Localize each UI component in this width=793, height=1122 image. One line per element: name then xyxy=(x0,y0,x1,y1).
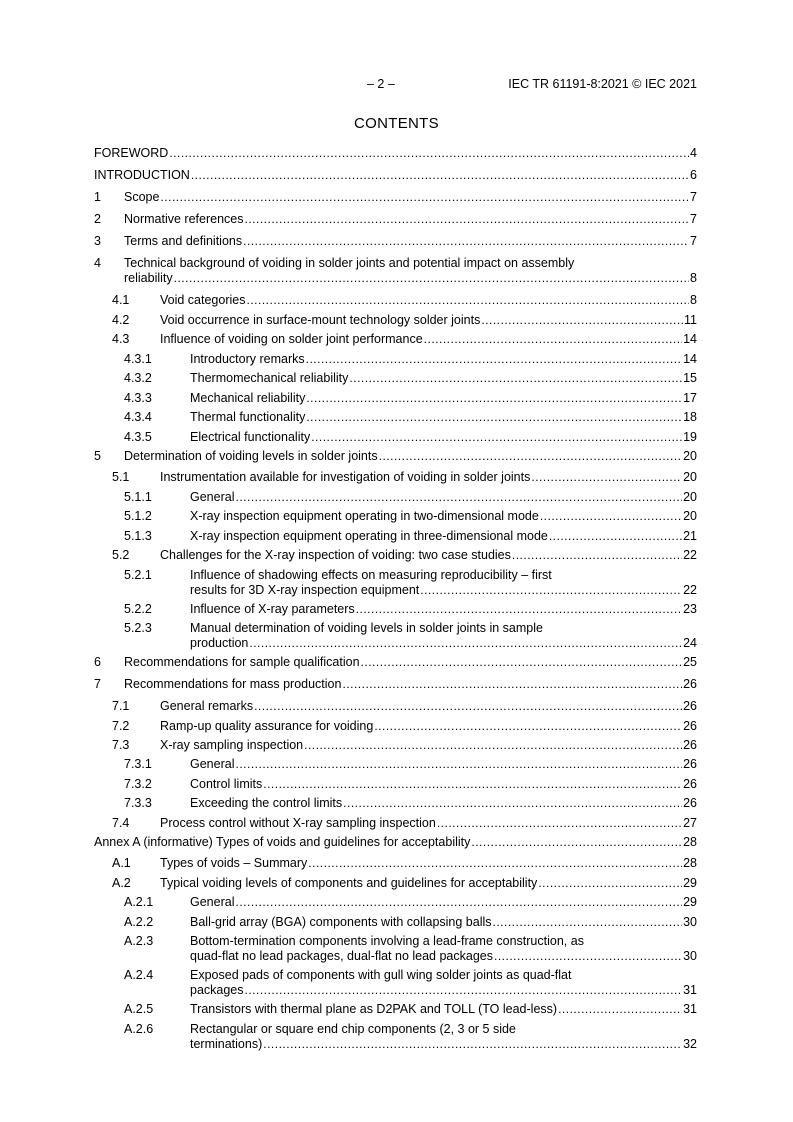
toc-entry[interactable] xyxy=(0,568,793,598)
toc-leader-dots xyxy=(437,816,682,830)
toc-leader-dots xyxy=(481,313,683,327)
toc-leader-dots xyxy=(235,490,682,504)
toc-entry[interactable] xyxy=(0,876,793,891)
toc-entry-number: 4.1 xyxy=(112,293,130,307)
toc-entry-title: Introductory remarks xyxy=(190,352,305,366)
toc-entry[interactable] xyxy=(0,677,793,692)
toc-entry[interactable] xyxy=(0,410,793,425)
toc-entry-number: 4.3 xyxy=(112,332,130,346)
toc-entry[interactable] xyxy=(0,490,793,505)
toc-leader-dots xyxy=(493,915,683,929)
toc-entry-title: Exceeding the control limits xyxy=(190,796,343,810)
toc-entry-number: 4.3.2 xyxy=(124,371,152,385)
page-number: – 2 – xyxy=(367,77,395,91)
toc-entry-number: 7.1 xyxy=(112,699,130,713)
toc-leader-dots xyxy=(471,835,682,849)
toc-entry-number: 5 xyxy=(94,449,101,463)
toc-entry-title: Challenges for the X-ray inspection of voiding: two case studies xyxy=(160,548,511,562)
toc-entry-title: Mechanical reliability xyxy=(190,391,306,405)
toc-entry[interactable] xyxy=(0,332,793,347)
toc-leader-dots xyxy=(379,449,682,463)
toc-leader-dots xyxy=(249,636,682,650)
toc-entry-page: 29 xyxy=(683,876,697,890)
toc-entry-title: Normative references xyxy=(124,212,244,226)
toc-entry-title-line: Bottom-termination components involving a lead-frame construction, as xyxy=(190,934,584,948)
toc-entry-title: Influence of voiding on solder joint performance xyxy=(160,332,423,346)
toc-leader-dots xyxy=(243,234,689,248)
toc-leader-dots xyxy=(174,271,689,285)
toc-entry-title: X-ray sampling inspection xyxy=(160,738,304,752)
toc-entry-page: 7 xyxy=(690,190,697,204)
toc-entry-number: 3 xyxy=(94,234,101,248)
toc-entry-title: Thermal functionality xyxy=(190,410,306,424)
toc-leader-dots xyxy=(191,168,689,182)
toc-entry-number: A.1 xyxy=(112,856,131,870)
toc-entry-title: terminations) xyxy=(190,1037,263,1051)
toc-entry-page: 14 xyxy=(683,352,697,366)
toc-entry-title: Thermomechanical reliability xyxy=(190,371,349,385)
toc-entry[interactable] xyxy=(0,509,793,524)
toc-entry[interactable] xyxy=(0,621,793,651)
toc-entry-page: 21 xyxy=(683,529,697,543)
toc-entry-number: 5.2.2 xyxy=(124,602,152,616)
toc-entry[interactable] xyxy=(0,190,793,205)
toc-entry-title: packages xyxy=(190,983,244,997)
toc-entry-number: A.2 xyxy=(112,876,131,890)
toc-leader-dots xyxy=(311,430,682,444)
toc-leader-dots xyxy=(424,332,682,346)
toc-entry[interactable] xyxy=(0,602,793,617)
toc-entry[interactable] xyxy=(0,470,793,485)
toc-entry-page: 11 xyxy=(684,313,697,327)
toc-leader-dots xyxy=(263,1037,682,1051)
toc-leader-dots xyxy=(306,352,682,366)
toc-entry[interactable] xyxy=(0,234,793,249)
toc-entry[interactable] xyxy=(0,168,793,183)
toc-entry[interactable] xyxy=(0,529,793,544)
toc-entry-title: Recommendations for mass production xyxy=(124,677,342,691)
toc-leader-dots xyxy=(246,293,689,307)
toc-entry-number: 4.2 xyxy=(112,313,130,327)
page-title: CONTENTS xyxy=(354,115,439,132)
toc-entry-title-line: Influence of shadowing effects on measuring reproducibility – first xyxy=(190,568,552,582)
toc-entry-page: 8 xyxy=(690,293,697,307)
toc-entry-title: quad-flat no lead packages, dual-flat no lead packages xyxy=(190,949,493,963)
toc-entry[interactable] xyxy=(0,1022,793,1052)
toc-entry-page: 17 xyxy=(683,391,697,405)
toc-leader-dots xyxy=(263,777,682,791)
toc-entry-number: 7.2 xyxy=(112,719,130,733)
toc-leader-dots xyxy=(343,796,682,810)
toc-entry-page: 26 xyxy=(683,677,697,691)
toc-entry-page: 26 xyxy=(683,699,697,713)
toc-leader-dots xyxy=(245,212,690,226)
toc-entry-title-line: Manual determination of voiding levels in solder joints in sample xyxy=(190,621,543,635)
toc-entry[interactable] xyxy=(0,796,793,811)
toc-entry-page: 20 xyxy=(683,470,697,484)
toc-entry-title: Determination of voiding levels in solder joints xyxy=(124,449,378,463)
toc-entry[interactable] xyxy=(0,719,793,734)
toc-entry[interactable] xyxy=(0,856,793,871)
toc-leader-dots xyxy=(160,190,689,204)
toc-entry-number: 4.3.5 xyxy=(124,430,152,444)
toc-entry-page: 4 xyxy=(690,146,697,160)
toc-entry-title: Types of voids – Summary xyxy=(160,856,308,870)
toc-entry-number: 4.3.3 xyxy=(124,391,152,405)
page-header xyxy=(0,77,793,93)
toc-entry-title: Terms and definitions xyxy=(124,234,243,248)
toc-entry-number: 4.3.1 xyxy=(124,352,152,366)
toc-entry-title: Instrumentation available for investigation of voiding in solder joints xyxy=(160,470,531,484)
toc-entry-title: General remarks xyxy=(160,699,254,713)
toc-entry-number: 4 xyxy=(94,256,101,270)
toc-entry-title: results for 3D X-ray inspection equipment xyxy=(190,583,420,597)
toc-entry-number: 4.3.4 xyxy=(124,410,152,424)
toc-entry[interactable] xyxy=(0,655,793,670)
toc-entry-page: 31 xyxy=(683,1002,697,1016)
toc-entry[interactable] xyxy=(0,1002,793,1017)
toc-entry[interactable] xyxy=(0,699,793,714)
toc-entry-page: 26 xyxy=(683,719,697,733)
toc-entry-page: 23 xyxy=(683,602,697,616)
toc-entry-page: 18 xyxy=(683,410,697,424)
toc-leader-dots xyxy=(254,699,682,713)
toc-entry-title: X-ray inspection equipment operating in three-dimensional mode xyxy=(190,529,548,543)
toc-entry-page: 19 xyxy=(683,430,697,444)
toc-leader-dots xyxy=(361,655,683,669)
toc-entry-number: 7.3.3 xyxy=(124,796,152,810)
toc-entry-page: 26 xyxy=(683,738,697,752)
toc-entry[interactable] xyxy=(0,968,793,998)
toc-leader-dots xyxy=(349,371,682,385)
toc-entry-number: A.2.5 xyxy=(124,1002,154,1016)
toc-entry-number: 5.1 xyxy=(112,470,130,484)
toc-entry-number: A.2.6 xyxy=(124,1022,154,1036)
toc-leader-dots xyxy=(512,548,682,562)
toc-entry-page: 26 xyxy=(683,777,697,791)
document-reference: IEC TR 61191-8:2021 © IEC 2021 xyxy=(508,77,697,91)
toc-entry[interactable] xyxy=(0,391,793,406)
toc-entry-title: FOREWORD xyxy=(94,146,169,160)
toc-entry-page: 20 xyxy=(683,449,697,463)
toc-leader-dots xyxy=(169,146,689,160)
toc-entry-number: 5.1.2 xyxy=(124,509,152,523)
toc-leader-dots xyxy=(538,876,682,890)
toc-entry-title: X-ray inspection equipment operating in two-dimensional mode xyxy=(190,509,539,523)
toc-entry-title: Void categories xyxy=(160,293,246,307)
toc-leader-dots xyxy=(356,602,682,616)
toc-entry-title: Transistors with thermal plane as D2PAK and TOLL (TO lead-less) xyxy=(190,1002,558,1016)
toc-entry-number: A.2.3 xyxy=(124,934,154,948)
toc-leader-dots xyxy=(540,509,682,523)
toc-entry-title: General xyxy=(190,757,235,771)
toc-entry-page: 7 xyxy=(690,212,697,226)
toc-entry[interactable] xyxy=(0,256,793,286)
toc-entry-number: 5.1.3 xyxy=(124,529,152,543)
toc-entry-number: A.2.4 xyxy=(124,968,154,982)
toc-entry[interactable] xyxy=(0,915,793,930)
toc-entry-page: 14 xyxy=(683,332,697,346)
toc-entry-title-line: Rectangular or square end chip components (2, 3 or 5 side xyxy=(190,1022,516,1036)
toc-entry-page: 8 xyxy=(690,271,697,285)
toc-entry-title: Electrical functionality xyxy=(190,430,311,444)
toc-entry-title: Typical voiding levels of components and guidelines for acceptability xyxy=(160,876,538,890)
toc-entry-title: Control limits xyxy=(190,777,263,791)
toc-leader-dots xyxy=(374,719,682,733)
toc-entry-number: 7.3.2 xyxy=(124,777,152,791)
toc-entry-page: 30 xyxy=(683,915,697,929)
toc-entry-page: 20 xyxy=(683,490,697,504)
toc-entry-number: 7 xyxy=(94,677,101,691)
toc-entry-number: 2 xyxy=(94,212,101,226)
toc-entry-page: 32 xyxy=(683,1037,697,1051)
toc-entry[interactable] xyxy=(0,757,793,772)
toc-entry-number: 7.3.1 xyxy=(124,757,152,771)
toc-entry-number: 1 xyxy=(94,190,101,204)
toc-entry-title: reliability xyxy=(124,271,173,285)
toc-leader-dots xyxy=(306,391,682,405)
toc-entry[interactable] xyxy=(0,430,793,445)
toc-entry-page: 29 xyxy=(683,895,697,909)
toc-entry-page: 26 xyxy=(683,757,697,771)
toc-entry-page: 7 xyxy=(690,234,697,248)
toc-entry-title: Ramp-up quality assurance for voiding xyxy=(160,719,374,733)
toc-entry[interactable] xyxy=(0,777,793,792)
toc-entry-page: 28 xyxy=(683,835,697,849)
toc-entry[interactable] xyxy=(0,934,793,964)
toc-leader-dots xyxy=(420,583,682,597)
toc-entry-page: 25 xyxy=(683,655,697,669)
toc-entry-number: 7.3 xyxy=(112,738,130,752)
toc-entry-number: 5.1.1 xyxy=(124,490,152,504)
toc-entry-title: Void occurrence in surface-mount technology solder joints xyxy=(160,313,481,327)
toc-entry[interactable] xyxy=(0,293,793,308)
toc-entry[interactable] xyxy=(0,313,793,328)
toc-entry-number: 5.2 xyxy=(112,548,130,562)
toc-entry-number: 5.2.1 xyxy=(124,568,152,582)
toc-leader-dots xyxy=(304,738,682,752)
toc-entry-page: 22 xyxy=(683,583,697,597)
toc-leader-dots xyxy=(308,856,682,870)
toc-entry-title: Influence of X-ray parameters xyxy=(190,602,355,616)
toc-entry-number: A.2.2 xyxy=(124,915,154,929)
toc-entry-title: Process control without X-ray sampling inspection xyxy=(160,816,436,830)
toc-entry[interactable] xyxy=(0,895,793,910)
toc-entry-title: Scope xyxy=(124,190,160,204)
toc-entry-number: A.2.1 xyxy=(124,895,154,909)
toc-entry-page: 20 xyxy=(683,509,697,523)
toc-entry-title: production xyxy=(190,636,249,650)
toc-entry-page: 27 xyxy=(683,816,697,830)
toc-entry-title-line: Exposed pads of components with gull wing solder joints as quad-flat xyxy=(190,968,572,982)
toc-leader-dots xyxy=(549,529,682,543)
toc-entry-page: 24 xyxy=(683,636,697,650)
toc-entry[interactable] xyxy=(0,371,793,386)
toc-entry-page: 31 xyxy=(683,983,697,997)
toc-leader-dots xyxy=(235,895,682,909)
toc-entry[interactable] xyxy=(0,816,793,831)
toc-entry-page: 26 xyxy=(683,796,697,810)
toc-entry-page: 6 xyxy=(690,168,697,182)
toc-leader-dots xyxy=(235,757,682,771)
toc-entry-page: 28 xyxy=(683,856,697,870)
toc-entry-title: General xyxy=(190,490,235,504)
toc-entry-title-line: Technical background of voiding in solder joints and potential impact on assembly xyxy=(124,256,575,270)
toc-leader-dots xyxy=(245,983,683,997)
toc-entry-title: Recommendations for sample qualification xyxy=(124,655,360,669)
toc-entry-page: 30 xyxy=(683,949,697,963)
toc-leader-dots xyxy=(494,949,682,963)
toc-entry[interactable] xyxy=(0,212,793,227)
toc-leader-dots xyxy=(306,410,682,424)
toc-entry-title: Annex A (informative) Types of voids and guidelines for acceptability xyxy=(94,835,471,849)
toc-entry-title: INTRODUCTION xyxy=(94,168,190,182)
toc-entry[interactable] xyxy=(0,352,793,367)
toc-entry-page: 15 xyxy=(683,371,697,385)
toc-leader-dots xyxy=(531,470,682,484)
toc-entry-page: 22 xyxy=(683,548,697,562)
toc-leader-dots xyxy=(558,1002,682,1016)
toc-entry[interactable] xyxy=(0,835,793,850)
toc-entry-number: 7.4 xyxy=(112,816,130,830)
toc-leader-dots xyxy=(342,677,682,691)
toc-entry[interactable] xyxy=(0,548,793,563)
toc-entry[interactable] xyxy=(0,449,793,464)
toc-entry-number: 5.2.3 xyxy=(124,621,152,635)
toc-entry-number: 6 xyxy=(94,655,101,669)
toc-entry-title: Ball-grid array (BGA) components with collapsing balls xyxy=(190,915,492,929)
toc-entry[interactable] xyxy=(0,146,793,161)
toc-entry-title: General xyxy=(190,895,235,909)
toc-entry[interactable] xyxy=(0,738,793,753)
